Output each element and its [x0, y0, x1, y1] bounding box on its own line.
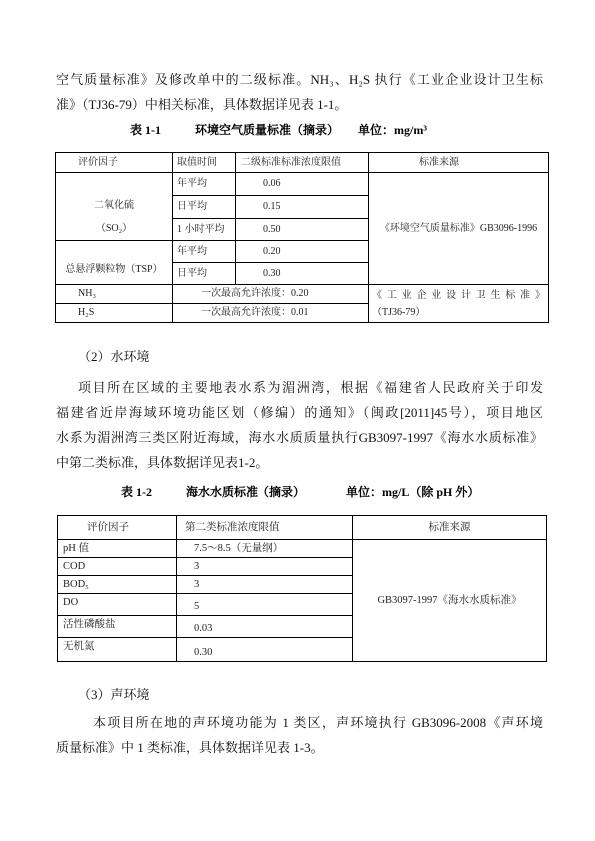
paragraph-water [56, 375, 543, 475]
table-header-row [58, 516, 547, 540]
section-heading-water: （2）水环境 [78, 349, 150, 364]
limit-cell: 0.15 [236, 196, 369, 219]
paragraph-line: 水系为湄洲湾三类区附近海域，海水水质质量执行GB3097-1997《海水水质标准》 [56, 429, 543, 445]
paragraph-line: 福建省近岸海域环境功能区划（修编）的通知》（闽政[2011]45号），项目地区 [56, 404, 543, 420]
table-caption [56, 483, 543, 501]
paragraph-line: 空气质量标准》及修改单中的二级标准。NH₃、H₂S 执行《工业企业设计卫生标 [56, 72, 543, 87]
paragraph-line: 质量标准》中 1 类标准，具体数据详见表 1-3。 [56, 739, 324, 755]
factor-cell-h2s: H₂S [56, 304, 173, 323]
paragraph-line: 中第二类标准，具体数据详见表1-2。 [56, 454, 269, 470]
table-row [56, 285, 549, 304]
period-cell: 1 小时平均 [173, 219, 236, 241]
table-number: 表 1-1 [130, 123, 161, 137]
factor-cell: COD [58, 558, 177, 576]
header-limit: 二级标准标准浓度限值 [236, 153, 369, 173]
limit-cell: 0.03 [177, 616, 353, 638]
limit-cell: 0.20 [236, 241, 369, 263]
section-heading-noise: （3）声环境 [78, 687, 150, 702]
factor-cell-so2 [56, 173, 173, 241]
table-number: 表 1-2 [121, 485, 152, 499]
factor-cell: DO [58, 594, 177, 616]
source-cell-gb3097: GB3097-1997《海水水质标准》 [353, 540, 547, 662]
limit-cell: 3 [177, 576, 353, 594]
header-source: 标准来源 [369, 153, 549, 173]
table-row [56, 173, 549, 196]
limit-cell: 0.30 [236, 263, 369, 285]
factor-name: 二氧化硫 [94, 200, 134, 211]
limit-cell: 3 [177, 558, 353, 576]
limit-cell: 7.5～8.5（无量纲） [177, 540, 353, 558]
limit-cell: 0.30 [177, 638, 353, 662]
source-code: （TJ36-79） [372, 306, 426, 318]
period-cell: 日平均 [173, 263, 236, 285]
limit-cell: 0.50 [236, 219, 369, 241]
table-row [58, 540, 547, 558]
limit-cell: 一次最高允许浓度：0.01 [173, 304, 369, 323]
source-cell-tj36 [369, 285, 549, 323]
table-unit: 单位：mg/L（除 pH 外） [346, 485, 480, 499]
factor-cell: 活性磷酸盐 [58, 616, 177, 638]
paragraph-noise [56, 710, 543, 760]
table-caption [56, 121, 543, 139]
source-title: 《工业企业设计卫生标准》 [372, 289, 545, 301]
factor-cell: BOD₅ [58, 576, 177, 594]
table-title: 环境空气质量标准（摘录） [195, 123, 340, 137]
factor-cell-tsp: 总悬浮颗粒物（TSP） [56, 241, 173, 285]
air-quality-standard-table [55, 152, 549, 323]
seawater-quality-standard-table [57, 515, 547, 662]
limit-cell: 0.06 [236, 173, 369, 196]
factor-cell: 无机氮 [58, 638, 177, 662]
factor-formula: （SO₂） [95, 223, 133, 234]
header-source: 标准来源 [353, 516, 547, 540]
table-title: 海水水质标准 [186, 485, 259, 499]
header-limit: 第二类标准浓度限值 [177, 516, 353, 540]
document-page [56, 68, 543, 760]
source-cell-gb3096: 《环境空气质量标准》GB3096-1996 [369, 173, 549, 285]
header-period: 取值时间 [173, 153, 236, 173]
table-note: （摘录） [257, 485, 306, 499]
period-cell: 日平均 [173, 196, 236, 219]
paragraph-air-standard [56, 68, 543, 117]
header-factor: 评价因子 [58, 516, 177, 540]
factor-cell: pH 值 [58, 540, 177, 558]
period-cell: 年平均 [173, 173, 236, 196]
paragraph-line: 项目所在区域的主要地表水系为湄洲湾，根据《福建省人民政府关于印发 [78, 379, 543, 395]
paragraph-line: 本项目所在地的声环境功能为 1 类区，声环境执行 GB3096-2008《声环境 [93, 714, 543, 730]
table-unit: 单位：mg/m³ [358, 123, 427, 137]
limit-cell: 5 [177, 594, 353, 616]
limit-cell: 一次最高允许浓度：0.20 [173, 285, 369, 304]
header-factor: 评价因子 [56, 153, 173, 173]
paragraph-line: 准》（TJ36-79）中相关标准，具体数据详见表 1-1。 [56, 96, 348, 112]
factor-cell-nh3: NH₃ [56, 285, 173, 304]
table-header-row [56, 153, 549, 173]
period-cell: 年平均 [173, 241, 236, 263]
